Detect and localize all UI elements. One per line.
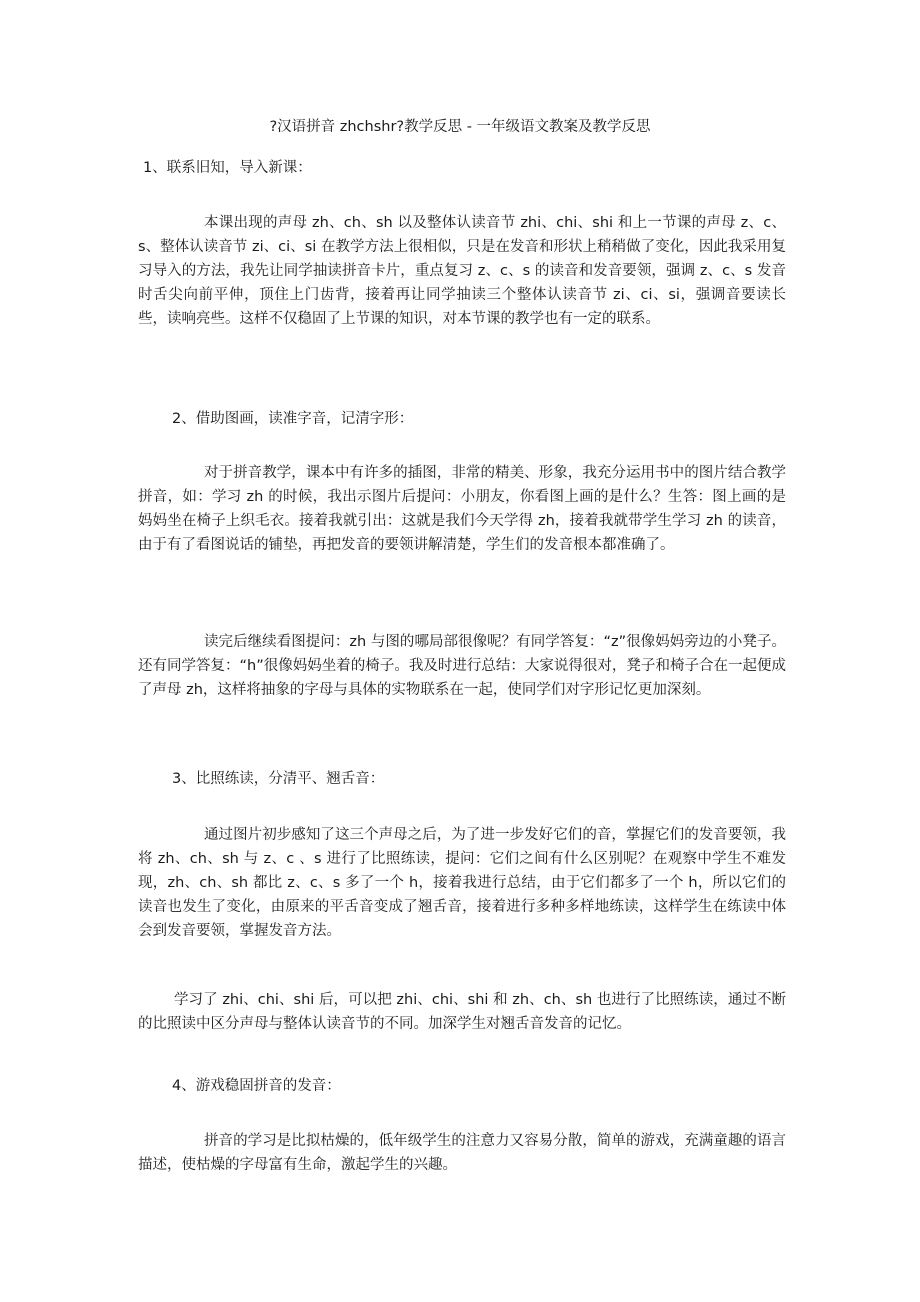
paragraph-4-1: 拼音的学习是比拟枯燥的，低年级学生的注意力又容易分散，简单的游戏，充满童趣的语言描述，使枯燥的字母富有生命，激起学生的兴趣。: [138, 1133, 786, 1173]
section-heading-4: 4、游戏稳固拼音的发音：: [172, 1078, 341, 1094]
paragraph-1-1: 本课出现的声母 zh、ch、sh 以及整体认读音节 zhi、chi、shi 和上一节课的声母 z、c、s、整体认读音节 zi、ci、si 在教学方法上很相似，只是在发音和形状上稍稍做了变化，因此我采用复习导入的方法，我先让同学抽读拼音卡片，重点复习 z、c、s 的读音和发音要领，强调 z、c、s 发音时舌尖向前平伸，顶住上门齿背，接着再让同学抽读三个整体认读音节 zi、ci、si，强调音要读长些，读响亮些。这样不仅稳固了上节课的知识，对本节课的教学也有一定的联系。: [138, 215, 786, 327]
paragraph-2-2: 读完后继续看图提问：zh 与图的哪局部很像呢？有同学答复：“z”很像妈妈旁边的小凳子。还有同学答复：“h”很像妈妈坐着的椅子。我及时进行总结：大家说得很对，凳子和椅子合在一起便成了声母 zh，这样将抽象的字母与具体的实物联系在一起，使同学们对字形记忆更加深刻。: [138, 634, 786, 698]
section-heading-2: 2、借助图画，读准字音，记清字形：: [172, 411, 414, 427]
paragraph-3-1: 通过图片初步感知了这三个声母之后，为了进一步发好它们的音，掌握它们的发音要领，我将 zh、ch、sh 与 z、c 、s 进行了比照练读，提问：它们之间有什么区别呢？在观察中学生不难发现，zh、ch、sh 都比 z、c、s 多了一个 h，接着我进行总结，由于它们都多了一个 h，所以它们的读音也发生了变化，由原来的平舌音变成了翘舌音，接着进行多种多样地练读，这样学生在练读中体会到发音要领，掌握发音方法。: [138, 827, 786, 939]
section-heading-1: 1、联系旧知，导入新课：: [143, 160, 312, 176]
paragraph-3-2: 学习了 zhi、chi、shi 后，可以把 zhi、chi、shi 和 zh、ch、sh 也进行了比照练读，通过不断的比照读中区分声母与整体认读音节的不同。加深学生对翘舌音发音的记忆。: [138, 992, 786, 1032]
document-title: ?汉语拼音 zhchshr?教学反思 - 一年级语文教案及教学反思: [269, 119, 651, 135]
paragraph-2-1: 对于拼音教学，课本中有许多的插图，非常的精美、形象，我充分运用书中的图片结合教学拼音，如：学习 zh 的时候，我出示图片后提问：小朋友，你看图上画的是什么？生答：图上画的是妈妈坐在椅子上织毛衣。接着我就引出：这就是我们今天学得 zh，接着我就带学生学习 zh 的读音，由于有了看图说话的铺垫，再把发音的要领讲解清楚，学生们的发音根本都准确了。: [138, 465, 786, 553]
section-heading-3: 3、比照练读，分清平、翘舌音：: [172, 771, 385, 787]
